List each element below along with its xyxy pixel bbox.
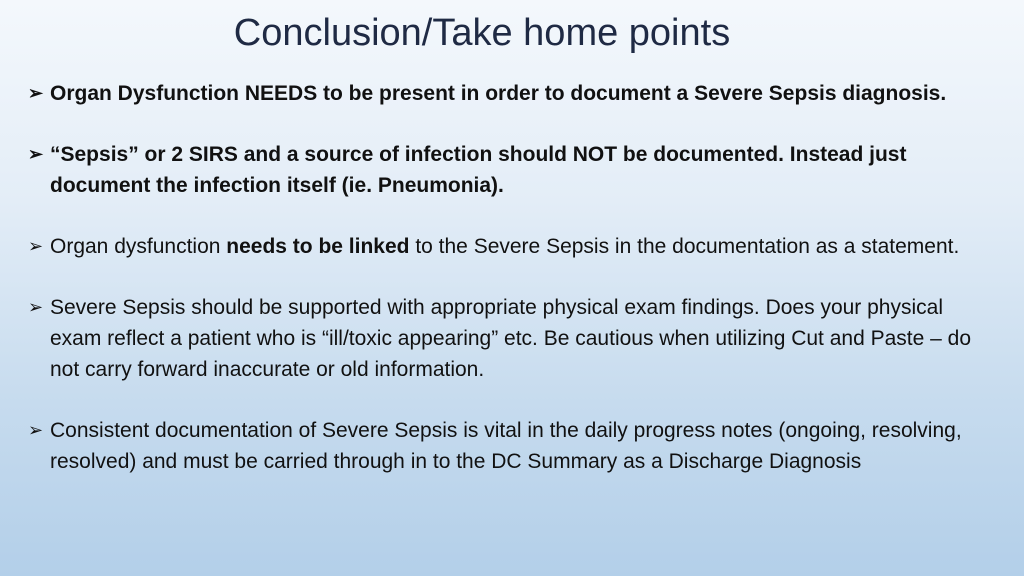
bullet-item-2 (28, 139, 988, 201)
bullet-text-1: Organ Dysfunction NEEDS to be present in order to document a Severe Sepsis diagnosis. (50, 82, 947, 105)
arrow-bullet-icon: ➢ (28, 144, 44, 164)
arrow-bullet-icon: ➢ (28, 297, 44, 317)
arrow-bullet-icon: ➢ (28, 83, 44, 103)
bullet-text-2: “Sepsis” or 2 SIRS and a source of infection should NOT be documented. Instead just document the infection itself (ie. Pneumonia). (50, 143, 907, 197)
bullet-text-3-emphasis: needs to be linked (226, 235, 410, 258)
arrow-bullet-icon: ➢ (28, 236, 44, 256)
bullet-text-3-after: to the Severe Sepsis in the documentation as a statement. (409, 235, 960, 258)
bullet-text-5: Consistent documentation of Severe Sepsis is vital in the daily progress notes (ongoing, resolving, resolved) and must be carried through in to the DC Summary as a Discharge Diagnosis (50, 419, 962, 473)
bullet-list (28, 78, 988, 507)
bullet-text-4: Severe Sepsis should be supported with appropriate physical exam findings. Does your physical exam reflect a patient who is “ill/toxic appearing” etc. Be cautious when utilizing Cut and Paste – do not carry forward inaccurate or old information. (50, 296, 971, 381)
bullet-text-3-before: Organ dysfunction (50, 235, 227, 258)
bullet-item-1 (28, 78, 988, 109)
arrow-bullet-icon: ➢ (28, 420, 44, 440)
bullet-item-4 (28, 292, 988, 385)
bullet-item-3 (28, 231, 988, 262)
bullet-item-5 (28, 415, 988, 477)
slide-title: Conclusion/Take home points (233, 12, 731, 54)
